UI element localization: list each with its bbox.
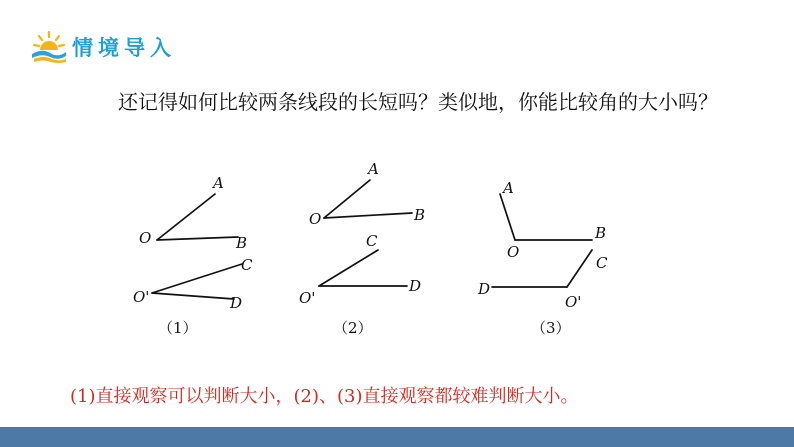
fig1-caption: （1） <box>158 319 198 337</box>
fig3-label-d: D <box>478 280 491 298</box>
fig3-caption: （3） <box>531 319 571 337</box>
fig3-label-o: O <box>507 243 520 261</box>
fig3-label-o-prime: O' <box>565 293 582 311</box>
fig3-ray-oc <box>567 250 592 287</box>
fig2-ray-ob <box>324 213 412 218</box>
fig1-label-d: D <box>230 294 243 312</box>
fig1-label-o-prime: O' <box>133 288 150 306</box>
fig2-label-b: B <box>414 206 426 224</box>
fig2-ray-oa <box>324 180 370 218</box>
fig2-label-o: O <box>309 210 322 228</box>
fig1-label-a: A <box>213 174 224 192</box>
page-title: 情境导入 <box>72 36 176 60</box>
fig2-label-a: A <box>368 160 379 178</box>
fig2-caption: （2） <box>333 319 373 337</box>
fig1-label-b: B <box>236 234 248 252</box>
fig1-ray-od <box>152 293 234 299</box>
conclusion-text: (1)直接观察可以判断大小，(2)、(3)直接观察都较难判断大小。 <box>70 386 579 407</box>
fig3-label-b: B <box>595 224 607 242</box>
fig3-ray-oa <box>500 194 515 240</box>
footer-bar <box>0 427 794 447</box>
fig1-label-c: C <box>241 256 253 274</box>
fig2-ray-oc <box>319 250 378 286</box>
fig1-ray-ob <box>157 237 238 240</box>
fig1-label-o: O <box>139 229 152 247</box>
question-text: 还记得如何比较两条线段的长短吗？类似地，你能比较角的大小吗？ <box>118 90 718 114</box>
fig3-label-c: C <box>596 254 608 272</box>
fig2-label-o-prime: O' <box>299 289 316 307</box>
fig2-label-d: D <box>409 277 422 295</box>
fig1-ray-oc <box>152 264 242 293</box>
fig2-label-c: C <box>366 232 378 250</box>
fig3-label-a: A <box>503 179 514 197</box>
fig1-ray-oa <box>157 194 215 240</box>
